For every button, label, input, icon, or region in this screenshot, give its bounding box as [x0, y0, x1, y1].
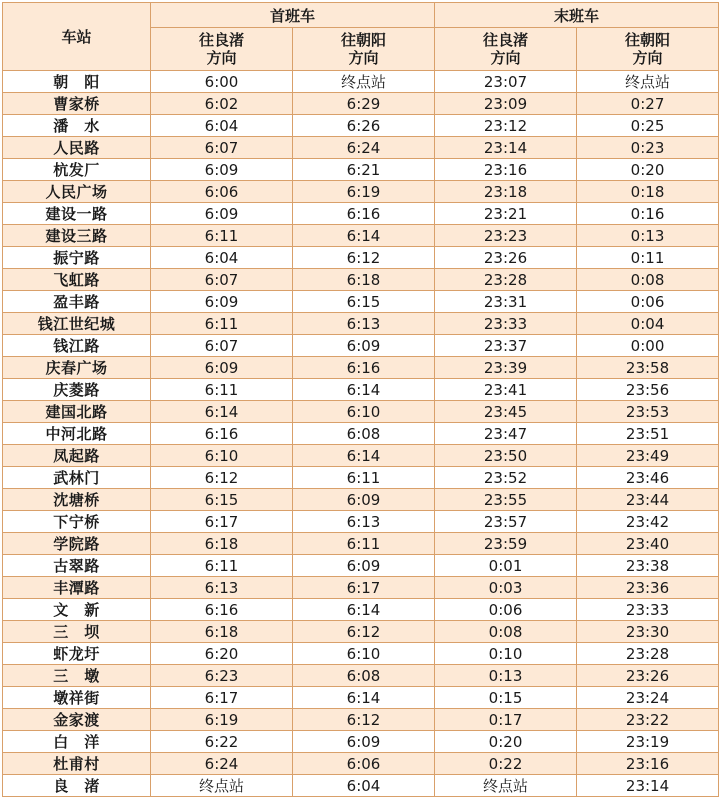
last-train-to-chaoyang-time: 终点站 [577, 71, 719, 93]
station-name: 钱江世纪城 [3, 313, 151, 335]
last-train-to-liangzhu-time: 23:26 [435, 247, 577, 269]
station-name: 下宁桥 [3, 511, 151, 533]
station-name: 朝 阳 [3, 71, 151, 93]
last-train-to-chaoyang-time: 0:20 [577, 159, 719, 181]
last-train-to-liangzhu-time: 0:22 [435, 753, 577, 775]
station-name: 文 新 [3, 599, 151, 621]
station-name: 庆菱路 [3, 379, 151, 401]
table-row [3, 115, 719, 137]
table-row [3, 489, 719, 511]
last-train-to-chaoyang-time: 23:49 [577, 445, 719, 467]
last-train-to-liangzhu-time: 23:33 [435, 313, 577, 335]
table-row [3, 533, 719, 555]
table-row [3, 687, 719, 709]
first-train-to-liangzhu-time: 6:11 [151, 225, 293, 247]
first-train-to-chaoyang-time: 6:19 [293, 181, 435, 203]
direction-suffix: 方向 [348, 49, 379, 67]
table-row [3, 709, 719, 731]
last-train-to-liangzhu-time: 0:17 [435, 709, 577, 731]
first-train-to-liangzhu-time: 6:17 [151, 687, 293, 709]
last-train-to-chaoyang-time: 0:06 [577, 291, 719, 313]
station-name: 盈丰路 [3, 291, 151, 313]
table-row [3, 665, 719, 687]
first-train-to-liangzhu-time: 6:07 [151, 269, 293, 291]
first-train-to-liangzhu-time: 6:07 [151, 335, 293, 357]
metro-timetable [2, 2, 719, 797]
table-row [3, 599, 719, 621]
table-row [3, 379, 719, 401]
timetable-body [3, 71, 719, 797]
last-train-to-liangzhu-time: 23:31 [435, 291, 577, 313]
first-train-to-liangzhu-time: 6:23 [151, 665, 293, 687]
station-name: 人民路 [3, 137, 151, 159]
last-train-to-chaoyang-time: 0:16 [577, 203, 719, 225]
last-train-to-chaoyang-time: 23:40 [577, 533, 719, 555]
last-train-to-chaoyang-time: 23:28 [577, 643, 719, 665]
table-row [3, 401, 719, 423]
last-train-to-chaoyang-time: 23:53 [577, 401, 719, 423]
first-train-to-chaoyang-time: 6:24 [293, 137, 435, 159]
last-train-to-liangzhu-header [435, 28, 577, 71]
last-train-to-liangzhu-time: 23:37 [435, 335, 577, 357]
last-train-to-liangzhu-time: 23:57 [435, 511, 577, 533]
table-row [3, 423, 719, 445]
station-name: 丰潭路 [3, 577, 151, 599]
first-train-to-chaoyang-time: 6:18 [293, 269, 435, 291]
table-row [3, 357, 719, 379]
first-train-to-chaoyang-time: 6:11 [293, 533, 435, 555]
last-train-to-chaoyang-time: 23:56 [577, 379, 719, 401]
first-train-to-chaoyang-time: 6:13 [293, 511, 435, 533]
last-train-to-liangzhu-time: 0:01 [435, 555, 577, 577]
first-train-to-liangzhu-time: 6:11 [151, 379, 293, 401]
first-train-to-liangzhu-time: 6:11 [151, 313, 293, 335]
station-name: 金家渡 [3, 709, 151, 731]
table-row [3, 93, 719, 115]
last-train-to-chaoyang-time: 23:44 [577, 489, 719, 511]
station-name: 潘 水 [3, 115, 151, 137]
last-train-to-chaoyang-time: 23:58 [577, 357, 719, 379]
first-train-to-chaoyang-time: 6:08 [293, 423, 435, 445]
last-train-to-liangzhu-time: 0:10 [435, 643, 577, 665]
station-name: 武林门 [3, 467, 151, 489]
last-train-to-chaoyang-time: 0:27 [577, 93, 719, 115]
last-train-to-liangzhu-time: 23:52 [435, 467, 577, 489]
last-train-to-liangzhu-time: 23:21 [435, 203, 577, 225]
first-train-to-liangzhu-time: 6:24 [151, 753, 293, 775]
table-row [3, 511, 719, 533]
station-name: 庆春广场 [3, 357, 151, 379]
table-row [3, 731, 719, 753]
last-train-to-chaoyang-time: 23:51 [577, 423, 719, 445]
last-train-to-liangzhu-time: 23:28 [435, 269, 577, 291]
first-train-to-liangzhu-time: 6:07 [151, 137, 293, 159]
first-train-to-chaoyang-time: 6:11 [293, 467, 435, 489]
first-train-to-chaoyang-time: 6:10 [293, 401, 435, 423]
table-row [3, 137, 719, 159]
last-train-to-liangzhu-time: 23:14 [435, 137, 577, 159]
station-name: 白 洋 [3, 731, 151, 753]
first-train-to-liangzhu-time: 6:06 [151, 181, 293, 203]
last-train-to-chaoyang-time: 23:19 [577, 731, 719, 753]
first-train-to-chaoyang-time: 6:12 [293, 621, 435, 643]
first-train-to-liangzhu-time: 6:13 [151, 577, 293, 599]
header-row-groups [3, 3, 719, 28]
first-train-to-chaoyang-time: 6:08 [293, 665, 435, 687]
table-row [3, 335, 719, 357]
first-train-header: 首班车 [151, 3, 435, 28]
table-row [3, 313, 719, 335]
first-train-to-chaoyang-time: 6:17 [293, 577, 435, 599]
last-train-to-liangzhu-time: 23:16 [435, 159, 577, 181]
table-row [3, 269, 719, 291]
table-row [3, 555, 719, 577]
first-train-to-chaoyang-time: 6:26 [293, 115, 435, 137]
station-name: 良 渚 [3, 775, 151, 797]
direction-suffix: 方向 [490, 49, 521, 67]
last-train-to-chaoyang-time: 23:38 [577, 555, 719, 577]
last-train-to-chaoyang-time: 0:18 [577, 181, 719, 203]
first-train-to-chaoyang-time: 6:16 [293, 203, 435, 225]
last-train-to-chaoyang-time: 0:11 [577, 247, 719, 269]
last-train-to-chaoyang-time: 23:22 [577, 709, 719, 731]
first-train-to-chaoyang-time: 6:14 [293, 379, 435, 401]
table-row [3, 753, 719, 775]
first-train-to-liangzhu-time: 6:02 [151, 93, 293, 115]
table-row [3, 225, 719, 247]
first-train-to-chaoyang-time: 6:13 [293, 313, 435, 335]
station-name: 虾龙圩 [3, 643, 151, 665]
station-name: 人民广场 [3, 181, 151, 203]
first-train-to-chaoyang-time: 6:10 [293, 643, 435, 665]
first-train-to-chaoyang-time: 6:06 [293, 753, 435, 775]
first-train-to-liangzhu-time: 6:09 [151, 203, 293, 225]
last-train-header: 末班车 [435, 3, 719, 28]
first-train-to-liangzhu-time: 6:09 [151, 357, 293, 379]
last-train-to-liangzhu-time: 0:06 [435, 599, 577, 621]
last-train-to-chaoyang-time: 23:14 [577, 775, 719, 797]
first-train-to-chaoyang-header [293, 28, 435, 71]
first-train-to-liangzhu-time: 终点站 [151, 775, 293, 797]
first-train-to-chaoyang-time: 6:12 [293, 247, 435, 269]
station-name: 钱江路 [3, 335, 151, 357]
last-train-to-liangzhu-time: 0:08 [435, 621, 577, 643]
station-name: 中河北路 [3, 423, 151, 445]
station-name: 建国北路 [3, 401, 151, 423]
last-train-to-liangzhu-time: 0:03 [435, 577, 577, 599]
table-row [3, 291, 719, 313]
station-name: 三 坝 [3, 621, 151, 643]
last-train-to-liangzhu-time: 0:13 [435, 665, 577, 687]
first-train-to-chaoyang-time: 6:14 [293, 225, 435, 247]
last-train-to-liangzhu-time: 0:15 [435, 687, 577, 709]
last-train-to-chaoyang-time: 0:23 [577, 137, 719, 159]
last-train-to-chaoyang-time: 0:25 [577, 115, 719, 137]
table-row [3, 643, 719, 665]
station-name: 建设一路 [3, 203, 151, 225]
station-name: 古翠路 [3, 555, 151, 577]
last-train-to-chaoyang-time: 23:26 [577, 665, 719, 687]
first-train-to-liangzhu-time: 6:17 [151, 511, 293, 533]
table-row [3, 445, 719, 467]
table-row [3, 71, 719, 93]
first-train-to-chaoyang-time: 6:14 [293, 599, 435, 621]
first-train-to-chaoyang-time: 6:14 [293, 445, 435, 467]
first-train-to-chaoyang-time: 6:15 [293, 291, 435, 313]
direction-label: 往良渚 [198, 31, 244, 49]
station-name: 曹家桥 [3, 93, 151, 115]
station-name: 墩祥街 [3, 687, 151, 709]
station-name: 振宁路 [3, 247, 151, 269]
station-column-header: 车站 [3, 3, 151, 71]
last-train-to-chaoyang-time: 0:04 [577, 313, 719, 335]
first-train-to-liangzhu-time: 6:12 [151, 467, 293, 489]
table-row [3, 181, 719, 203]
first-train-to-chaoyang-time: 6:29 [293, 93, 435, 115]
last-train-to-liangzhu-time: 23:41 [435, 379, 577, 401]
first-train-to-liangzhu-time: 6:16 [151, 423, 293, 445]
last-train-to-liangzhu-time: 0:20 [435, 731, 577, 753]
last-train-to-liangzhu-time: 23:12 [435, 115, 577, 137]
last-train-to-liangzhu-time: 23:55 [435, 489, 577, 511]
table-row [3, 203, 719, 225]
first-train-to-liangzhu-time: 6:00 [151, 71, 293, 93]
last-train-to-chaoyang-time: 23:33 [577, 599, 719, 621]
first-train-to-chaoyang-time: 6:14 [293, 687, 435, 709]
first-train-to-chaoyang-time: 6:04 [293, 775, 435, 797]
first-train-to-liangzhu-time: 6:10 [151, 445, 293, 467]
table-row [3, 247, 719, 269]
first-train-to-liangzhu-time: 6:09 [151, 159, 293, 181]
last-train-to-chaoyang-time: 23:24 [577, 687, 719, 709]
station-name: 学院路 [3, 533, 151, 555]
last-train-to-chaoyang-time: 23:30 [577, 621, 719, 643]
last-train-to-liangzhu-time: 终点站 [435, 775, 577, 797]
first-train-to-chaoyang-time: 终点站 [293, 71, 435, 93]
first-train-to-liangzhu-header [151, 28, 293, 71]
first-train-to-liangzhu-time: 6:18 [151, 533, 293, 555]
last-train-to-chaoyang-time: 23:46 [577, 467, 719, 489]
last-train-to-chaoyang-time: 23:16 [577, 753, 719, 775]
last-train-to-liangzhu-time: 23:39 [435, 357, 577, 379]
first-train-to-liangzhu-time: 6:15 [151, 489, 293, 511]
direction-label: 往朝阳 [625, 31, 671, 49]
first-train-to-liangzhu-time: 6:16 [151, 599, 293, 621]
first-train-to-liangzhu-time: 6:09 [151, 291, 293, 313]
last-train-to-liangzhu-time: 23:45 [435, 401, 577, 423]
last-train-to-chaoyang-time: 23:36 [577, 577, 719, 599]
first-train-to-chaoyang-time: 6:09 [293, 335, 435, 357]
station-name: 杜甫村 [3, 753, 151, 775]
last-train-to-liangzhu-time: 23:47 [435, 423, 577, 445]
last-train-to-chaoyang-time: 0:08 [577, 269, 719, 291]
last-train-to-liangzhu-time: 23:07 [435, 71, 577, 93]
table-row [3, 577, 719, 599]
last-train-to-liangzhu-time: 23:50 [435, 445, 577, 467]
station-name: 凤起路 [3, 445, 151, 467]
direction-label: 往良渚 [483, 31, 529, 49]
first-train-to-liangzhu-time: 6:04 [151, 115, 293, 137]
table-row [3, 775, 719, 797]
first-train-to-chaoyang-time: 6:12 [293, 709, 435, 731]
station-name: 建设三路 [3, 225, 151, 247]
first-train-to-chaoyang-time: 6:16 [293, 357, 435, 379]
first-train-to-liangzhu-time: 6:14 [151, 401, 293, 423]
station-name: 飞虹路 [3, 269, 151, 291]
first-train-to-liangzhu-time: 6:18 [151, 621, 293, 643]
direction-suffix: 方向 [206, 49, 237, 67]
last-train-to-liangzhu-time: 23:23 [435, 225, 577, 247]
direction-label: 往朝阳 [341, 31, 387, 49]
table-row [3, 621, 719, 643]
first-train-to-chaoyang-time: 6:09 [293, 731, 435, 753]
first-train-to-chaoyang-time: 6:09 [293, 555, 435, 577]
last-train-to-liangzhu-time: 23:09 [435, 93, 577, 115]
last-train-to-chaoyang-header [577, 28, 719, 71]
station-name: 沈塘桥 [3, 489, 151, 511]
first-train-to-liangzhu-time: 6:04 [151, 247, 293, 269]
first-train-to-liangzhu-time: 6:20 [151, 643, 293, 665]
first-train-to-liangzhu-time: 6:11 [151, 555, 293, 577]
first-train-to-liangzhu-time: 6:19 [151, 709, 293, 731]
last-train-to-liangzhu-time: 23:18 [435, 181, 577, 203]
first-train-to-liangzhu-time: 6:22 [151, 731, 293, 753]
table-row [3, 159, 719, 181]
direction-suffix: 方向 [632, 49, 663, 67]
last-train-to-chaoyang-time: 0:13 [577, 225, 719, 247]
last-train-to-liangzhu-time: 23:59 [435, 533, 577, 555]
first-train-to-chaoyang-time: 6:21 [293, 159, 435, 181]
station-name: 三 墩 [3, 665, 151, 687]
table-row [3, 467, 719, 489]
last-train-to-chaoyang-time: 23:42 [577, 511, 719, 533]
first-train-to-chaoyang-time: 6:09 [293, 489, 435, 511]
station-name: 杭发厂 [3, 159, 151, 181]
last-train-to-chaoyang-time: 0:00 [577, 335, 719, 357]
